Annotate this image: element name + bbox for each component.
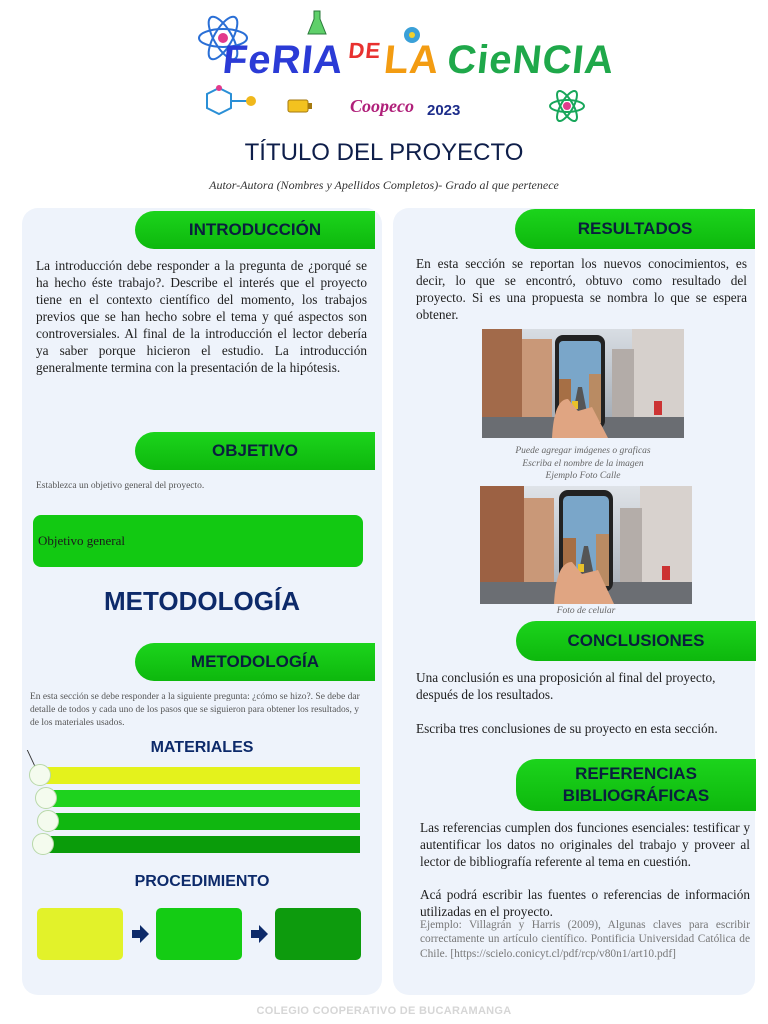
phone-photo	[480, 486, 692, 604]
introduction-text: La introducción debe responder a la pregunta de ¿porqué se ha hecho éste trabajo?. Describe el interés que el proyecto tiene en el contexto científico del momento, los trabajos previos que se han hecho sobre el tema y qué aspectos son controversiales. Al final de la introducción el lector debería ya saber porque hicieron el estudio. La introducción generalmente termina con la presentación de la hipótesis.	[36, 258, 367, 375]
methodology-text: En esta sección se debe responder a la siguiente pregunta: ¿cómo se hizo?. Se debe dar detalle de todos y cada uno de los pasos que se siguieron para obtener los resultados, y de los materiales usados.	[30, 692, 360, 728]
photo-caption	[482, 445, 684, 483]
objective-heading: OBJETIVO	[135, 432, 375, 470]
banner-word-ciencia: CieNCIA	[445, 38, 617, 82]
materials-bullet	[35, 787, 57, 809]
materials-bullet	[32, 833, 54, 855]
banner-word-de: DE	[347, 38, 383, 63]
materials-heading: MATERIALES	[150, 739, 254, 756]
references-heading-line: REFERENCIAS	[575, 764, 697, 783]
battery-icon	[287, 98, 313, 114]
references-text: Acá podrá escribir las fuentes o referencias de información utilizadas en el proyecto.	[420, 887, 750, 919]
banner-year: 2023	[427, 102, 461, 119]
conclusions-text: Una conclusión es una proposición al final del proyecto, después de los resultados.	[416, 670, 716, 702]
atom-icon	[547, 86, 587, 126]
references-heading-line: BIBLIOGRÁFICAS	[562, 786, 710, 805]
arrow-right-icon	[249, 924, 269, 944]
materials-bullet	[29, 764, 51, 786]
conclusions-text: Escriba tres conclusiones de su proyecto en esta sección.	[416, 721, 718, 736]
materials-bar	[40, 767, 360, 784]
procedure-heading: PROCEDIMIENTO	[134, 873, 270, 890]
fair-banner	[195, 8, 617, 126]
arrow-right-icon	[130, 924, 150, 944]
banner-word-feria: FeRIA	[220, 38, 346, 82]
methodology-title: METODOLOGÍA	[104, 586, 300, 616]
objective-box	[33, 515, 363, 567]
molecule-icon	[205, 84, 263, 124]
photo-caption: Foto de celular	[556, 606, 616, 616]
authors-line: Autor-Autora (Nombres y Apellidos Completos)- Grado al que pertenece	[209, 178, 559, 192]
banner-word-la: LA	[381, 38, 442, 82]
materials-bullet	[37, 810, 59, 832]
materials-bar	[46, 790, 360, 807]
caption-line: Ejemplo Foto Calle	[545, 471, 621, 481]
procedure-step-2	[156, 908, 242, 960]
caption-line: Puede agregar imágenes o graficas	[515, 446, 651, 456]
objective-box-label: Objetivo general	[38, 533, 125, 548]
references-heading	[516, 759, 756, 811]
procedure-step-1	[37, 908, 123, 960]
banner-school-logo: Coopeco	[350, 96, 414, 116]
flask-icon	[307, 10, 327, 36]
results-heading: RESULTADOS	[515, 209, 755, 249]
page-title: TÍTULO DEL PROYECTO	[244, 139, 524, 166]
materials-bar	[44, 836, 360, 853]
procedure-step-3	[275, 908, 361, 960]
results-text: En esta sección se reportan los nuevos conocimientos, es decir, lo que se encontró, obtuvo como resultado del proyecto. Si es una propuesta se nombra lo que se espera obtener.	[416, 256, 747, 322]
caption-line: Escriba el nombre de la imagen	[522, 458, 644, 469]
conclusions-heading: CONCLUSIONES	[516, 621, 756, 661]
street-photo	[482, 329, 684, 438]
introduction-heading: INTRODUCCIÓN	[135, 211, 375, 249]
banner-title	[221, 38, 617, 83]
references-text: Las referencias cumplen dos funciones esenciales: testificar y autentificar los datos no originales del trabajo y proveer al lector de bibliografía referente al tema en cuestión.	[420, 820, 750, 869]
footer-school-name: COLEGIO COOPERATIVO DE BUCARAMANGA	[256, 1005, 512, 1017]
objective-hint: Establezca un objetivo general del proyecto.	[36, 481, 205, 491]
materials-bar	[48, 813, 360, 830]
methodology-heading: METODOLOGÍA	[135, 643, 375, 681]
references-example: Ejemplo: Villagrán y Harris (2009), Algunas claves para escribir correctamente un artículo científico. Pontificia Universidad Católica de Chile. [https://scielo.conicyt.cl/pdf/rcp/v80n1/art10.pdf]	[420, 919, 750, 960]
